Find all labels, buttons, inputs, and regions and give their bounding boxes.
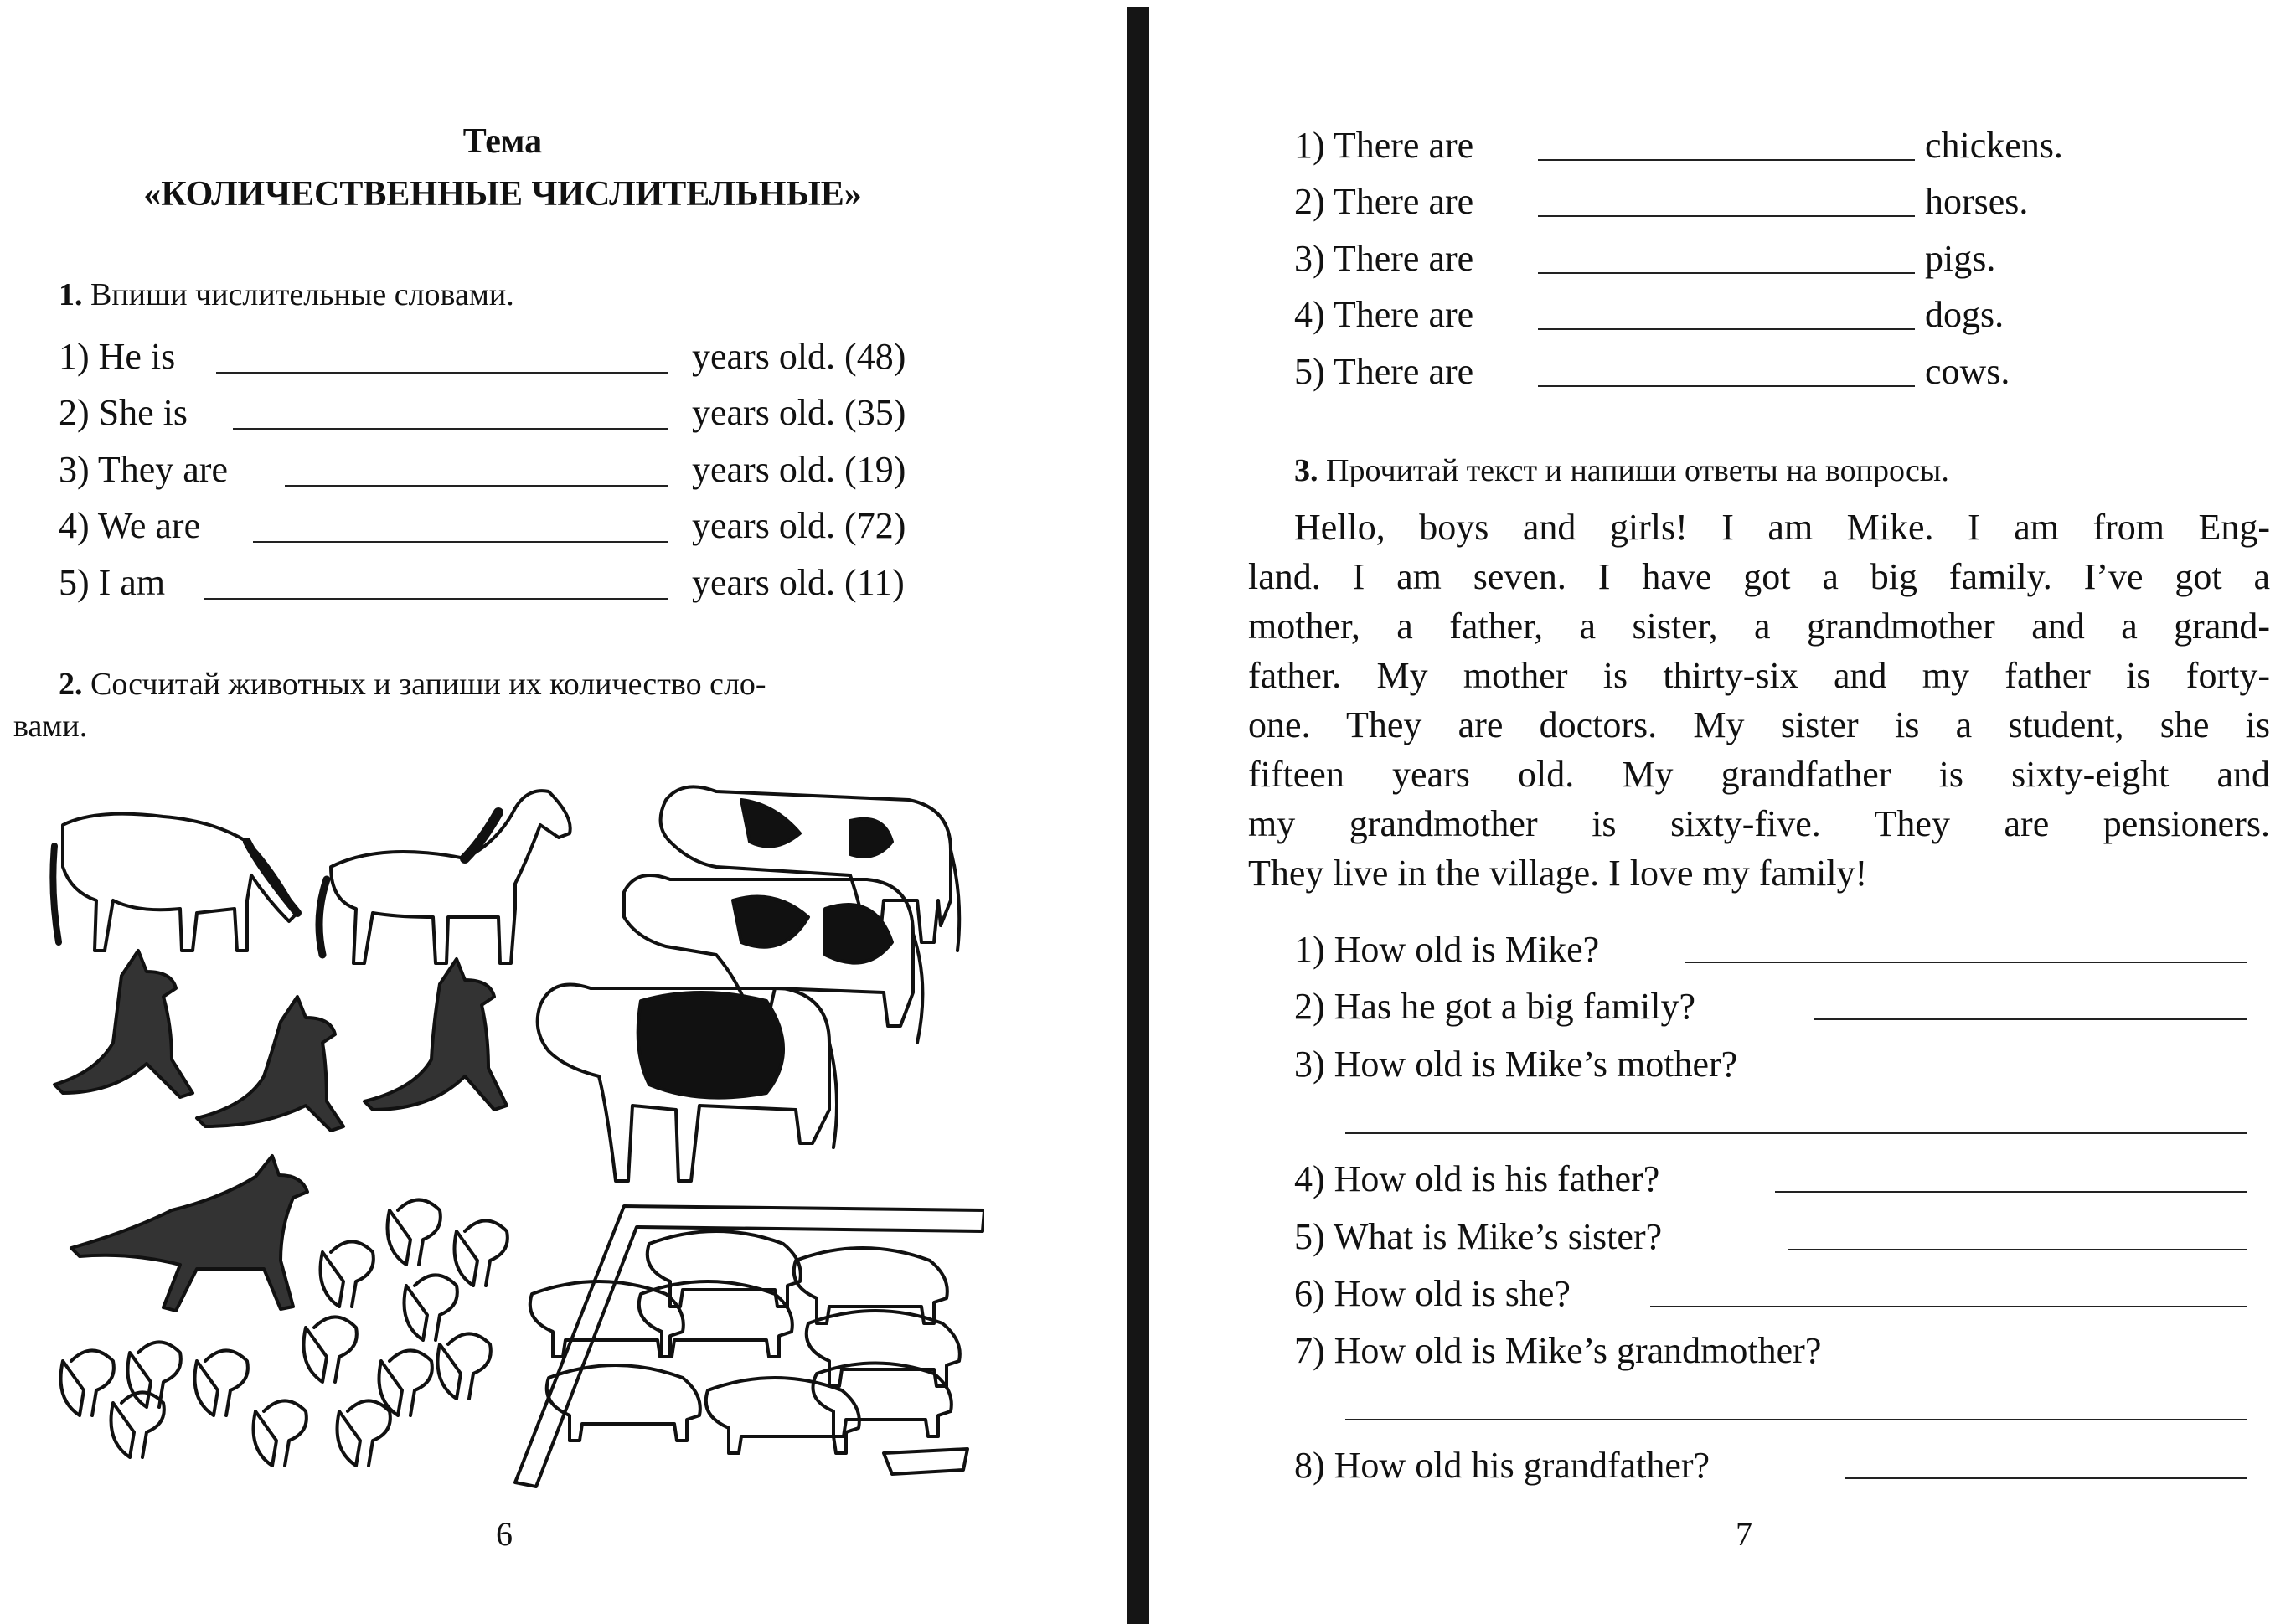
task1-item-4-suffix: years old. (72)	[692, 505, 906, 546]
task2-text-line1: Сосчитай животных и запиши их количество сло-	[90, 667, 766, 702]
task2-item-3-answer-line[interactable]	[1538, 272, 1915, 274]
question-5-answer-line[interactable]	[1788, 1249, 2247, 1250]
task1-item-4-answer-line[interactable]	[253, 541, 668, 543]
horse-icon	[53, 814, 297, 951]
task1-item-2-prefix: 2) She is	[59, 392, 188, 433]
question-8: 8) How old his grandfather?	[1294, 1445, 1710, 1486]
task1-item-5-suffix: years old. (11)	[692, 562, 905, 603]
cow-icon	[538, 985, 837, 1182]
task1-item-3-prefix: 3) They are	[59, 449, 228, 490]
page-number-right: 7	[1736, 1515, 1752, 1553]
dog-icon	[197, 997, 343, 1131]
question-2-answer-line[interactable]	[1814, 1018, 2247, 1020]
reading-line-3: mother, a father, a sister, a grandmother and a grand-	[1248, 606, 2270, 647]
question-4: 4) How old is his father?	[1294, 1158, 1660, 1199]
page-number-left: 6	[496, 1515, 513, 1553]
pig-icon	[530, 1231, 960, 1453]
task2-item-2-suffix: horses.	[1925, 181, 2029, 222]
task1-item-2-answer-line[interactable]	[233, 428, 668, 430]
task3-instruction	[1294, 452, 1949, 489]
task2-item-3-prefix: 3) There are	[1294, 238, 1474, 279]
task1-item-5-answer-line[interactable]	[204, 598, 668, 600]
dog-icon	[364, 959, 507, 1110]
task2-item-3-suffix: pigs.	[1925, 238, 1996, 279]
task2-item-1-suffix: chickens.	[1925, 125, 2063, 166]
trough	[884, 1449, 967, 1474]
task1-item-1-suffix: years old. (48)	[692, 336, 906, 377]
task1-item-5-prefix: 5) I am	[59, 562, 166, 603]
book-spine	[1127, 7, 1149, 1624]
task2-number: 2.	[59, 667, 83, 702]
task2-text-line2: вами.	[13, 709, 88, 744]
task2-item-2-prefix: 2) There are	[1294, 181, 1474, 222]
task1-item-1-prefix: 1) He is	[59, 336, 176, 377]
farm-animals-illustration	[46, 775, 984, 1491]
reading-text	[1248, 503, 2270, 898]
right-page	[1149, 0, 2296, 1624]
task1-item-2-suffix: years old. (35)	[692, 392, 906, 433]
left-page	[0, 0, 1127, 1624]
reading-line-1: Hello, boys and girls! I am Mike. I am from Eng-	[1294, 507, 2270, 548]
cow-icon	[661, 786, 960, 951]
task2-item-5-suffix: cows.	[1925, 351, 2010, 392]
task2-item-4-answer-line[interactable]	[1538, 328, 1915, 330]
task2-item-5-answer-line[interactable]	[1538, 385, 1915, 387]
topic-title: «КОЛИЧЕСТВЕННЫЕ ЧИСЛИТЕЛЬНЫЕ»	[143, 175, 862, 214]
task1-item-1-answer-line[interactable]	[216, 372, 668, 374]
task1-instruction	[59, 276, 514, 313]
task3-text: Прочитай текст и напиши ответы на вопросы.	[1326, 453, 1949, 488]
task1-item-4-prefix: 4) We are	[59, 505, 201, 546]
question-1-answer-line[interactable]	[1685, 962, 2247, 963]
task1-item-3-suffix: years old. (19)	[692, 449, 906, 490]
task2-instruction	[59, 666, 766, 703]
pen-fence	[515, 1206, 984, 1487]
question-3-answer-line[interactable]	[1345, 1132, 2247, 1134]
task2-item-4-prefix: 4) There are	[1294, 294, 1474, 335]
question-1: 1) How old is Mike?	[1294, 929, 1600, 970]
reading-line-5: one. They are doctors. My sister is a student, she is	[1248, 704, 2270, 745]
question-7-answer-line[interactable]	[1345, 1419, 2247, 1420]
dog-icon	[54, 951, 193, 1097]
question-4-answer-line[interactable]	[1775, 1191, 2247, 1193]
reading-line-6: fifteen years old. My grandfather is sixty-eight and	[1248, 754, 2270, 795]
question-3: 3) How old is Mike’s mother?	[1294, 1044, 1738, 1085]
dog-icon	[71, 1156, 307, 1311]
topic-label: Тема	[462, 122, 543, 161]
reading-line-4: father. My mother is thirty-six and my father is forty-	[1248, 655, 2270, 696]
question-6: 6) How old is she?	[1294, 1273, 1571, 1314]
task2-item-1-answer-line[interactable]	[1538, 159, 1915, 161]
question-2: 2) Has he got a big family?	[1294, 986, 1695, 1027]
task2-item-5-prefix: 5) There are	[1294, 351, 1474, 392]
task1-item-3-answer-line[interactable]	[285, 485, 668, 487]
task2-item-1-prefix: 1) There are	[1294, 125, 1474, 166]
task1-text: Впиши числительные словами.	[90, 277, 514, 312]
question-7: 7) How old is Mike’s grandmother?	[1294, 1330, 1822, 1371]
task2-item-2-answer-line[interactable]	[1538, 215, 1915, 217]
horse-icon	[319, 791, 570, 963]
question-5: 5) What is Mike’s sister?	[1294, 1216, 1663, 1257]
question-8-answer-line[interactable]	[1845, 1477, 2247, 1479]
question-6-answer-line[interactable]	[1650, 1306, 2247, 1307]
reading-line-2: land. I am seven. I have got a big family. I’ve got a	[1248, 556, 2270, 597]
task3-number: 3.	[1294, 453, 1318, 488]
reading-line-7: my grandmother is sixty-five. They are pensioners.	[1248, 803, 2270, 844]
reading-line-8: They live in the village. I love my family!	[1248, 853, 1868, 894]
task2-item-4-suffix: dogs.	[1925, 294, 2004, 335]
task1-number: 1.	[59, 277, 83, 312]
